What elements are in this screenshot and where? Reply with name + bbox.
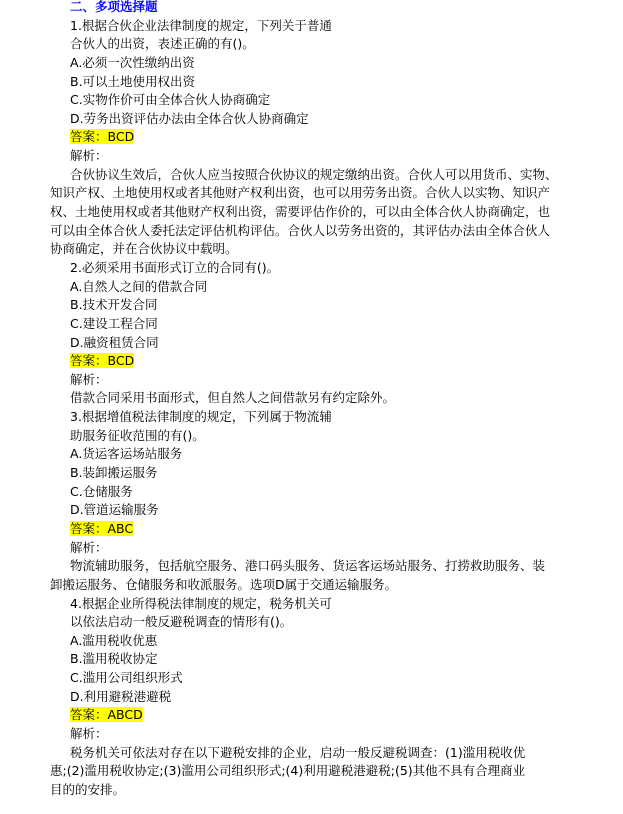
analysis-label-text: 解析： (70, 371, 108, 387)
option-A (50, 54, 550, 73)
question-stem (50, 613, 550, 632)
question-stem (50, 427, 550, 446)
option-D-text: D.劳务出资评估办法由全体合伙人协商确定 (70, 110, 309, 126)
explanation-line-text: 惠;(2)滥用税收协定;(3)滥用公司组织形式;(4)利用避税港避税;(5)其他不具有合理商业 (50, 763, 526, 779)
option-A (50, 445, 550, 464)
explanation-line-text: 合伙协议生效后，合伙人应当按照合伙协议的规定缴纳出资。合伙人可以用货币、实物、 (70, 166, 558, 182)
option-D-text: D.管道运输服务 (70, 502, 159, 518)
option-C-text: C.滥用公司组织形式 (70, 670, 183, 686)
question-stem-text: 合伙人的出资，表述正确的有()。 (70, 36, 255, 52)
question-stem-text: 3.根据增值税法律制度的规定，下列属于物流辅 (70, 409, 332, 425)
answer-badge (50, 520, 550, 539)
document (50, 0, 558, 800)
explanation-line (50, 557, 550, 576)
question-stem-text: 4.根据企业所得税法律制度的规定，税务机关可 (70, 595, 332, 611)
explanation-line (50, 389, 550, 408)
option-A-text: A.货运客运场站服务 (70, 446, 183, 462)
analysis-label (50, 725, 550, 744)
option-D-text: D.融资租赁合同 (70, 334, 159, 350)
option-C-text: C.实物作价可由全体合伙人协商确定 (70, 92, 271, 108)
answer-badge-text: 答案：ABC (70, 520, 134, 536)
option-B (50, 464, 550, 483)
option-D (50, 688, 550, 707)
explanation-line-text: 可以由全体合伙人委托法定评估机构评估。合伙人以劳务出资的，其评估办法由全体合伙人 (50, 222, 551, 238)
explanation-line (50, 781, 550, 800)
option-B (50, 296, 550, 315)
option-C (50, 669, 550, 688)
option-B (50, 73, 550, 92)
question-stem-text: 以依法启动一般反避税调查的情形有()。 (70, 614, 293, 630)
option-D (50, 110, 550, 129)
question-4 (50, 595, 550, 800)
option-B (50, 650, 550, 669)
explanation-line-text: 权、土地使用权或者其他财产权利出资，需要评估作价的，可以由全体合伙人协商确定，也 (50, 204, 551, 220)
question-stem-text: 1.根据合伙企业法律制度的规定，下列关于普通 (70, 17, 332, 33)
option-A-text: A.滥用税收优惠 (70, 632, 158, 648)
question-stem (50, 35, 550, 54)
option-A (50, 278, 550, 297)
option-A (50, 632, 550, 651)
option-B-text: B.装卸搬运服务 (70, 465, 158, 481)
option-D-text: D.利用避税港避税 (70, 688, 172, 704)
question-3 (50, 408, 550, 594)
analysis-label-text: 解析： (70, 539, 108, 555)
section-title: 二、多项选择题 (70, 0, 158, 14)
question-stem (50, 595, 550, 614)
option-C-text: C.仓储服务 (70, 483, 133, 499)
answer-badge (50, 706, 550, 725)
explanation-line-text: 协商确定，并在合伙协议中载明。 (50, 241, 238, 257)
analysis-label-text: 解析： (70, 725, 108, 741)
question-stem (50, 259, 550, 278)
answer-badge-text: 答案：BCD (70, 353, 135, 369)
explanation-line (50, 203, 550, 222)
explanation-line (50, 576, 550, 595)
question-1 (50, 17, 558, 259)
explanation-line-text: 物流辅助服务，包括航空服务、港口码头服务、货运客运场站服务、打捞救助服务、装 (70, 558, 546, 574)
option-D (50, 334, 550, 353)
question-stem (50, 17, 550, 36)
option-C (50, 91, 550, 110)
explanation-line (50, 184, 550, 203)
explanation-line (50, 166, 558, 185)
option-A-text: A.自然人之间的借款合同 (70, 278, 208, 294)
option-B-text: B.滥用税收协定 (70, 651, 158, 667)
option-A-text: A.必须一次性缴纳出资 (70, 54, 195, 70)
analysis-label (50, 371, 550, 390)
explanation-line-text: 税务机关可依法对存在以下避税安排的企业，启动一般反避税调查：(1)滥用税收优 (70, 744, 526, 760)
answer-badge (50, 352, 550, 371)
question-stem (50, 408, 550, 427)
question-stem-text: 助服务征收范围的有()。 (70, 427, 205, 443)
analysis-label-text: 解析： (70, 148, 108, 164)
option-B-text: B.技术开发合同 (70, 297, 158, 313)
explanation-line (50, 744, 550, 763)
answer-badge-text: 答案：BCD (70, 129, 135, 145)
question-2 (50, 259, 550, 408)
option-C (50, 483, 550, 502)
option-C-text: C.建设工程合同 (70, 315, 158, 331)
explanation-line (50, 240, 550, 259)
option-B-text: B.可以土地使用权出资 (70, 73, 196, 89)
explanation-line (50, 762, 550, 781)
explanation-line-text: 知识产权、土地使用权或者其他财产权利出资，也可以用劳务出资。合伙人以实物、知识产 (50, 185, 551, 201)
answer-badge (50, 128, 550, 147)
question-stem-text: 2.必须采用书面形式订立的合同有()。 (70, 259, 280, 275)
analysis-label (50, 539, 550, 558)
option-C (50, 315, 550, 334)
explanation-line-text: 卸搬运服务、仓储服务和收派服务。选项D属于交通运输服务。 (50, 576, 398, 592)
answer-badge-text: 答案：ABCD (70, 707, 143, 723)
explanation-line (50, 222, 550, 241)
analysis-label (50, 147, 550, 166)
option-D (50, 501, 550, 520)
explanation-line-text: 借款合同采用书面形式，但自然人之间借款另有约定除外。 (70, 390, 396, 406)
explanation-line-text: 目的的安排。 (50, 781, 126, 797)
